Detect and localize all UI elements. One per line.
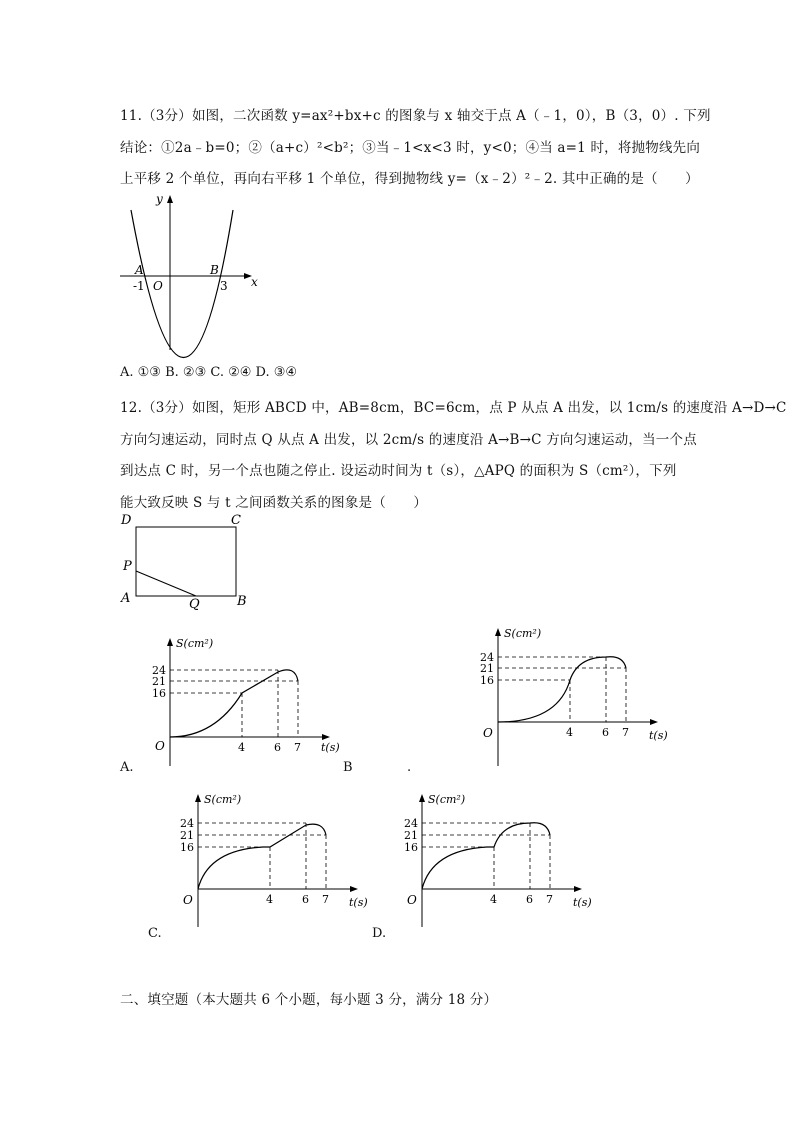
section-2-heading: 二、填空题（本大题共 6 个小题，每小题 3 分，满分 18 分）: [120, 992, 498, 1008]
origin-label: O: [153, 279, 163, 293]
rectangle-abcd: [136, 527, 236, 596]
svg-text:O: O: [155, 739, 165, 753]
tick-3-label: 3: [220, 279, 228, 293]
point-q-label: Q: [189, 597, 200, 612]
svg-text:21: 21: [180, 829, 194, 842]
vertex-a-label: A: [121, 591, 131, 606]
q12-line-4: 能大致反映 S 与 t 之间函数关系的图象是（ ）: [120, 495, 428, 511]
svg-text:16: 16: [404, 841, 418, 854]
q11-options: A. ①③ B. ②③ C. ②④ D. ③④: [120, 365, 298, 380]
svg-text:S(cm²): S(cm²): [428, 793, 466, 806]
option-b-dot: .: [407, 760, 412, 775]
svg-text:6: 6: [602, 726, 609, 739]
svg-text:24: 24: [152, 664, 166, 677]
vertex-c-label: C: [231, 513, 241, 528]
svg-text:t(s): t(s): [573, 896, 592, 909]
option-a-graph: [140, 632, 340, 767]
option-d-label: D.: [372, 926, 387, 941]
svg-text:S(cm²): S(cm²): [204, 793, 242, 806]
q11-line-2: 结论：①2a﹣b=0；②（a+c）²<b²；③当﹣1<x<3 时，y<0；④当 a=1 时，将抛物线先向: [120, 140, 701, 156]
svg-text:7: 7: [322, 893, 329, 906]
q12-line-3: 到达点 C 时，另一个点也随之停止. 设运动时间为 t（s），△APQ 的面积为 S（cm²），下列: [120, 463, 677, 479]
svg-text:6: 6: [274, 741, 281, 754]
svg-text:16: 16: [180, 841, 194, 854]
option-b-label: B: [343, 760, 353, 775]
q12-rectangle-diagram: [115, 512, 275, 612]
option-c-label: C.: [148, 926, 162, 941]
svg-text:7: 7: [294, 741, 301, 754]
svg-text:7: 7: [622, 726, 629, 739]
svg-text:24: 24: [480, 651, 494, 664]
x-axis-label: x: [251, 275, 258, 289]
vertex-b-label: B: [237, 594, 247, 609]
svg-text:24: 24: [180, 817, 194, 830]
svg-text:t(s): t(s): [349, 896, 368, 909]
svg-text:6: 6: [302, 893, 309, 906]
svg-text:O: O: [483, 726, 493, 740]
svg-text:t(s): t(s): [649, 729, 668, 742]
point-p-label: P: [123, 559, 132, 574]
parabola-curve: [131, 210, 233, 358]
q12-line-2: 方向匀速运动，同时点 Q 从点 A 出发，以 2cm/s 的速度沿 A→B→C 方向匀速运动，当一个点: [120, 432, 697, 448]
svg-text:4: 4: [490, 893, 497, 906]
vertex-d-label: D: [121, 513, 132, 528]
q11-line-3: 上平移 2 个单位，再向右平移 1 个单位，得到抛物线 y=（x﹣2）²﹣2. 其中正确的是（ ）: [120, 171, 699, 187]
option-d-graph: [392, 788, 592, 928]
option-b-graph: [468, 622, 668, 767]
tick-neg1-label: -1: [133, 279, 145, 293]
svg-text:6: 6: [526, 893, 533, 906]
option-c-graph: [168, 788, 368, 928]
point-a-label: A: [135, 263, 144, 277]
q11-line-1: 11.（3分）如图，二次函数 y=ax²+bx+c 的图象与 x 轴交于点 A（﹣1，0），B（3，0）. 下列: [120, 108, 711, 124]
svg-text:4: 4: [238, 741, 245, 754]
q12-line-1: 12.（3分）如图，矩形 ABCD 中，AB=8cm，BC=6cm，点 P 从点 A 出发，以 1cm/s 的速度沿 A→D→C: [120, 400, 787, 416]
svg-text:S(cm²): S(cm²): [176, 637, 214, 650]
option-a-label: A.: [120, 760, 134, 775]
y-axis-arrow: [167, 195, 173, 203]
svg-text:21: 21: [480, 662, 494, 675]
svg-text:21: 21: [404, 829, 418, 842]
svg-text:4: 4: [266, 893, 273, 906]
svg-text:7: 7: [546, 893, 553, 906]
svg-text:16: 16: [152, 687, 166, 700]
svg-text:S(cm²): S(cm²): [504, 627, 542, 640]
y-axis-label: y: [156, 192, 163, 206]
point-b-label: B: [210, 263, 219, 277]
svg-text:21: 21: [152, 675, 166, 688]
segment-pq: [136, 571, 196, 596]
q11-parabola-graph: [112, 190, 272, 355]
svg-text:16: 16: [480, 674, 494, 687]
svg-text:O: O: [183, 893, 193, 907]
svg-text:O: O: [407, 893, 417, 907]
svg-text:t(s): t(s): [321, 741, 340, 754]
svg-text:24: 24: [404, 817, 418, 830]
svg-text:4: 4: [566, 726, 573, 739]
